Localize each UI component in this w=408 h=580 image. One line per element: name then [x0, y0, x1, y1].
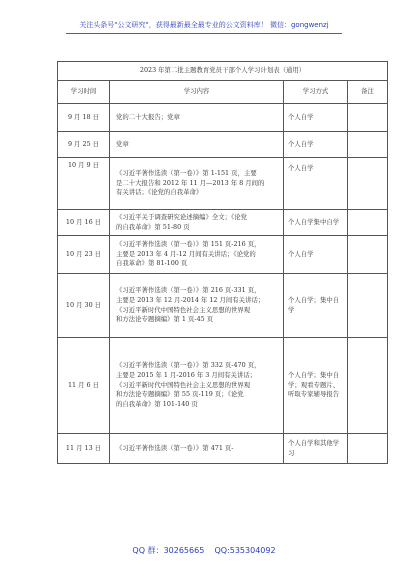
content-line: 《习近平著作选读（第一卷）》第 216 页-331 页， [116, 285, 261, 294]
header-divider [66, 33, 342, 34]
row-note [348, 274, 388, 338]
content-line: 主要是 2013 年 12 月-2014 年 12 月间有关讲话； [116, 295, 265, 304]
content-line: 《习近平关于调查研究论述摘编》全文；《论党 [116, 212, 248, 221]
row-note [348, 158, 388, 210]
row-date: 10 月 16 日 [58, 210, 110, 236]
row-content [110, 132, 284, 158]
content-line: 《习近平著作选读（第一卷）》第 471 页- [116, 443, 234, 452]
table-row [58, 132, 388, 158]
row-method: 个人自学和其他学习 [284, 434, 348, 464]
table-header-row [58, 81, 388, 104]
row-note [348, 104, 388, 132]
table-row [58, 236, 388, 274]
row-method: 个人自学；集中自学 [284, 274, 348, 338]
qq-group-number: 30265665 [163, 546, 205, 555]
row-method: 个人自学 [284, 158, 348, 210]
content-line: 《习近平新时代中国特色社会主义思想的世界观 [116, 380, 251, 389]
content-line: 和方法论专题摘编》第 1 页-45 页 [116, 315, 214, 324]
row-content [110, 104, 284, 132]
row-date: 11 月 6 日 [58, 338, 110, 434]
contact-footer [0, 545, 408, 556]
content-line: 主要是 2015 年 1 月-2016 年 3 月间有关讲话； [116, 370, 257, 379]
content-line: 有关讲话；《论党的自我革命》 [116, 188, 203, 197]
table-title-row [58, 62, 388, 81]
row-note [348, 434, 388, 464]
content-line: 党章 [116, 139, 129, 148]
table-row [58, 274, 388, 338]
content-line: 的自我革命》第 101-140 页 [116, 400, 198, 409]
row-date: 9 月 18 日 [58, 104, 110, 132]
row-date: 10 月 30 日 [58, 274, 110, 338]
row-method: 个人自学 [284, 132, 348, 158]
study-plan-table [57, 61, 388, 464]
header-study-time: 学习时间 [58, 81, 110, 104]
row-note [348, 210, 388, 236]
content-line: 主要是 2013 年 4 月-12 月间有关讲话；《论党的 [116, 249, 256, 258]
row-content [110, 210, 284, 236]
content-line: 自我革命》第 81-100 页 [116, 259, 188, 268]
table-row [58, 104, 388, 132]
content-line: 《习近平新时代中国特色社会主义思想的世界观 [116, 305, 251, 314]
row-note [348, 338, 388, 434]
table-row [58, 434, 388, 464]
row-method: 个人自学 [284, 236, 348, 274]
row-note [348, 236, 388, 274]
row-content [110, 434, 284, 464]
row-content [110, 236, 284, 274]
header-study-content: 学习内容 [110, 81, 284, 104]
table-row [58, 158, 388, 210]
row-method: 个人自学 [284, 104, 348, 132]
row-date: 10 月 23 日 [58, 236, 110, 274]
header-study-method: 学习方式 [284, 81, 348, 104]
header-remarks: 备注 [348, 81, 388, 104]
row-method: 个人自学集中自学 [284, 210, 348, 236]
row-note [348, 132, 388, 158]
content-line: 《习近平著作选读（第一卷）》第 151 页-216 页， [116, 239, 261, 248]
qq-label: QQ: [214, 546, 230, 555]
row-date: 10 月 9 日 [58, 158, 110, 210]
row-date: 11 月 13 日 [58, 434, 110, 464]
table-row [58, 210, 388, 236]
content-line: 党的二十大报告；党章 [116, 112, 180, 121]
row-content [110, 338, 284, 434]
table-title: 2023 年第二批主题教育党员干部个人学习计划表（通用） [58, 62, 388, 81]
content-line: 的自我革命》第 51-80 页 [116, 222, 190, 231]
content-line: 《习近平著作选读（第一卷）》第 332 页-470 页， [116, 360, 261, 369]
row-date: 9 月 25 日 [58, 132, 110, 158]
row-content [110, 158, 284, 210]
content-line: 和方法论专题摘编》第 55 页-119 页；《论党 [116, 390, 244, 399]
content-line: 是二十大报告和 2012 年 11 月—2013 年 8 月间的 [116, 178, 265, 187]
content-line: 《习近平著作选读（第一卷）》第 1-151 页，主要 [116, 168, 257, 177]
qq-number: 535304092 [229, 546, 276, 555]
table-row [58, 338, 388, 434]
header-note: 关注头条号"公文研究"，获得最新最全最专业的公文资料库！ 微信：gongwenzj [79, 21, 329, 29]
row-content [110, 274, 284, 338]
row-method: 个人自学；集中自学；观看专题片、听取专家辅导报告 [284, 338, 348, 434]
qq-group-label: QQ 群： [132, 546, 164, 555]
